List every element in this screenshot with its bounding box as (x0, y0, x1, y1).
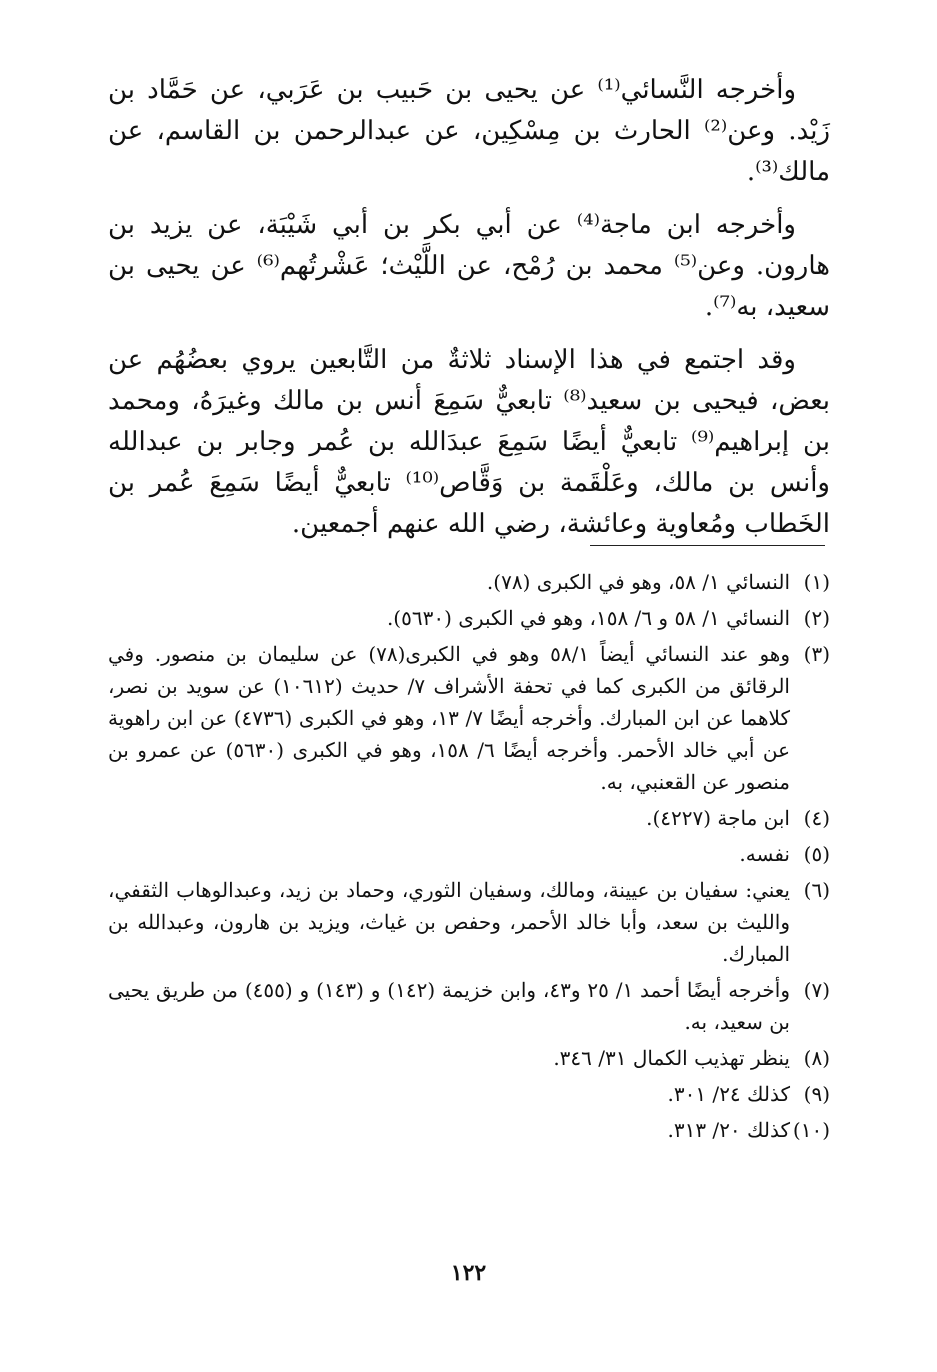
footnote-text: النسائي ١/ ٥٨، وهو في الكبرى (٧٨). (486, 570, 790, 594)
footnote-text: ينظر تهذيب الكمال ٣١/ ٣٤٦. (553, 1046, 790, 1070)
footnote-number: (٩) (803, 1082, 830, 1106)
footnote-item (108, 602, 830, 634)
footnote-number: (٤) (803, 806, 830, 830)
footnote-text: يعني: سفيان بن عيينة، ومالك، وسفيان الثوري، وحماد بن زيد، وعبدالوهاب الثقفي، والليث بن سعد، وأبا خالد الأحمر، وحفص بن غياث، ويزيد بن هارون، وعبدالله بن المبارك. (108, 878, 790, 966)
paragraph-1: وأخرجه النَّسائي⁽¹⁾ عن يحيى بن حَبيب بن عَرَبي، عن حَمَّاد بن زَيْد. وعن⁽²⁾ الحارث بن مِسْكِين، عن عبدالرحمن بن القاسم، عن مالك⁽³⁾. (108, 75, 831, 187)
footnote-item (108, 566, 830, 598)
paragraph-2: وأخرجه ابن ماجة⁽⁴⁾ عن أبي بكر بن أبي شَيْبَة، عن يزيد بن هارون. وعن⁽⁵⁾ محمد بن رُمْح، عن اللَّيْث؛ عَشْرتُهم⁽⁶⁾ عن يحيى بن سعيد، به⁽⁷⁾. (108, 210, 830, 322)
footnote-number: (١٠) (792, 1118, 830, 1142)
footnote-item (108, 874, 830, 970)
footnote-number: (٨) (803, 1046, 830, 1070)
footnote-text: وأخرجه أيضًا أحمد ١/ ٢٥ و٤٣، وابن خزيمة (١٤٢) و (١٤٣) و (٤٥٥) من طريق يحيى بن سعيد، به. (108, 978, 790, 1034)
page-number: ١٢٢ (450, 1260, 487, 1286)
footnote-item (108, 802, 830, 834)
footnote-number: (٧) (803, 978, 830, 1002)
footnote-number: (١) (803, 570, 830, 594)
footnote-item (108, 1042, 830, 1074)
footnote-text: النسائي ١/ ٥٨ و ٦/ ١٥٨، وهو في الكبرى (٥٦٣٠). (386, 606, 790, 630)
main-text (108, 70, 830, 557)
footnote-divider (590, 545, 825, 546)
footnote-number: (٥) (803, 842, 830, 866)
footnote-number: (٦) (803, 878, 830, 902)
footnote-item (108, 838, 830, 870)
footnote-item (108, 974, 830, 1038)
footnotes-list (108, 566, 830, 1150)
footnote-item (108, 1078, 830, 1110)
footnote-number: (٣) (803, 642, 830, 666)
footnote-text: كذلك ٢٠/ ٣١٣. (667, 1118, 790, 1142)
footnote-text: نفسه. (739, 842, 790, 866)
footnote-text: وهو عند النسائي أيضاً ٥٨/١ وهو في الكبرى(٧٨) عن سليمان بن منصور. وفي الرقائق من الكبرى كما في تحفة الأشراف ٧/ حديث (١٠٦١٢) عن سويد بن نصر، كلاهما عن ابن المبارك. وأخرجه أيضًا ٧/ ١٣، وهو في الكبرى (٤٧٣٦) عن ابن راهوية عن أبي خالد الأحمر. وأخرجه أيضًا ٦/ ١٥٨، وهو في الكبرى (٥٦٣٠) عن عمرو بن منصور عن القعنبي، به. (108, 642, 791, 794)
paragraph-3: وقد اجتمع في هذا الإسناد ثلاثةٌ من التَّابعين يروي بعضُهُم عن بعض، فيحيى بن سعيد⁽⁸⁾ تابعيٌّ سَمِعَ أنس بن مالك وغيرَهُ، ومحمد بن إبراهيم⁽⁹⁾ تابعيٌّ أيضًا سَمِعَ عبدَالله بن عُمر وجابر بن عبدالله وأنس بن مالك، وعَلْقَمة بن وَقَّاص⁽¹⁰⁾ تابعيٌّ أيضًا سَمِعَ عُمر بن الخَطاب ومُعاوية وعائشة، رضي الله عنهم أجمعين. (108, 345, 830, 539)
footnote-text: ابن ماجة (٤٢٢٧). (646, 806, 790, 830)
footnote-number: (٢) (803, 606, 830, 630)
footnote-item (108, 638, 830, 798)
footnote-text: كذلك ٢٤/ ٣٠١. (667, 1082, 790, 1106)
footnote-item (108, 1114, 830, 1146)
